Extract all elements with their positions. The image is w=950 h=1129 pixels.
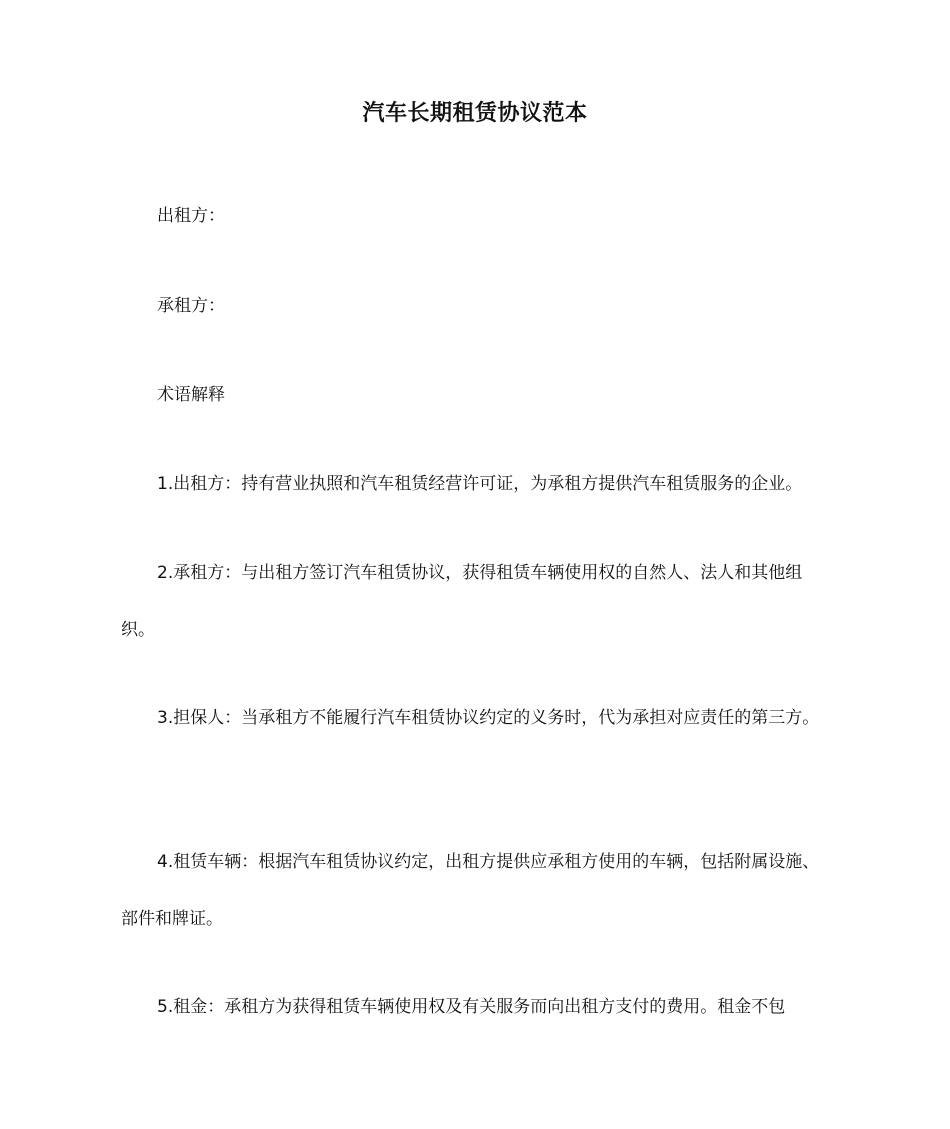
term-1-paragraph: 1.出租方：持有营业执照和汽车租赁经营许可证，为承租方提供汽车租赁服务的企业。 — [157, 474, 803, 494]
term-4-paragraph: 4.租赁车辆：根据汽车租赁协议约定，出租方提供应承租方使用的车辆，包括附属设施、部件和牌证。 — [121, 852, 820, 929]
lessor-line: 出租方： — [157, 206, 225, 226]
terms-heading: 术语解释 — [157, 385, 225, 405]
term-5-paragraph: 5.租金：承租方为获得租赁车辆使用权及有关服务而向出租方支付的费用。租金不包 — [157, 997, 786, 1017]
term-2-paragraph: 2.承租方：与出租方签订汽车租赁协议，获得租赁车辆使用权的自然人、法人和其他组织。 — [121, 563, 803, 640]
document-title: 汽车长期租赁协议范本 — [362, 101, 588, 126]
term-3-paragraph: 3.担保人：当承租方不能履行汽车租赁协议约定的义务时，代为承担对应责任的第三方。 — [157, 708, 820, 728]
lessee-line: 承租方： — [157, 296, 225, 316]
